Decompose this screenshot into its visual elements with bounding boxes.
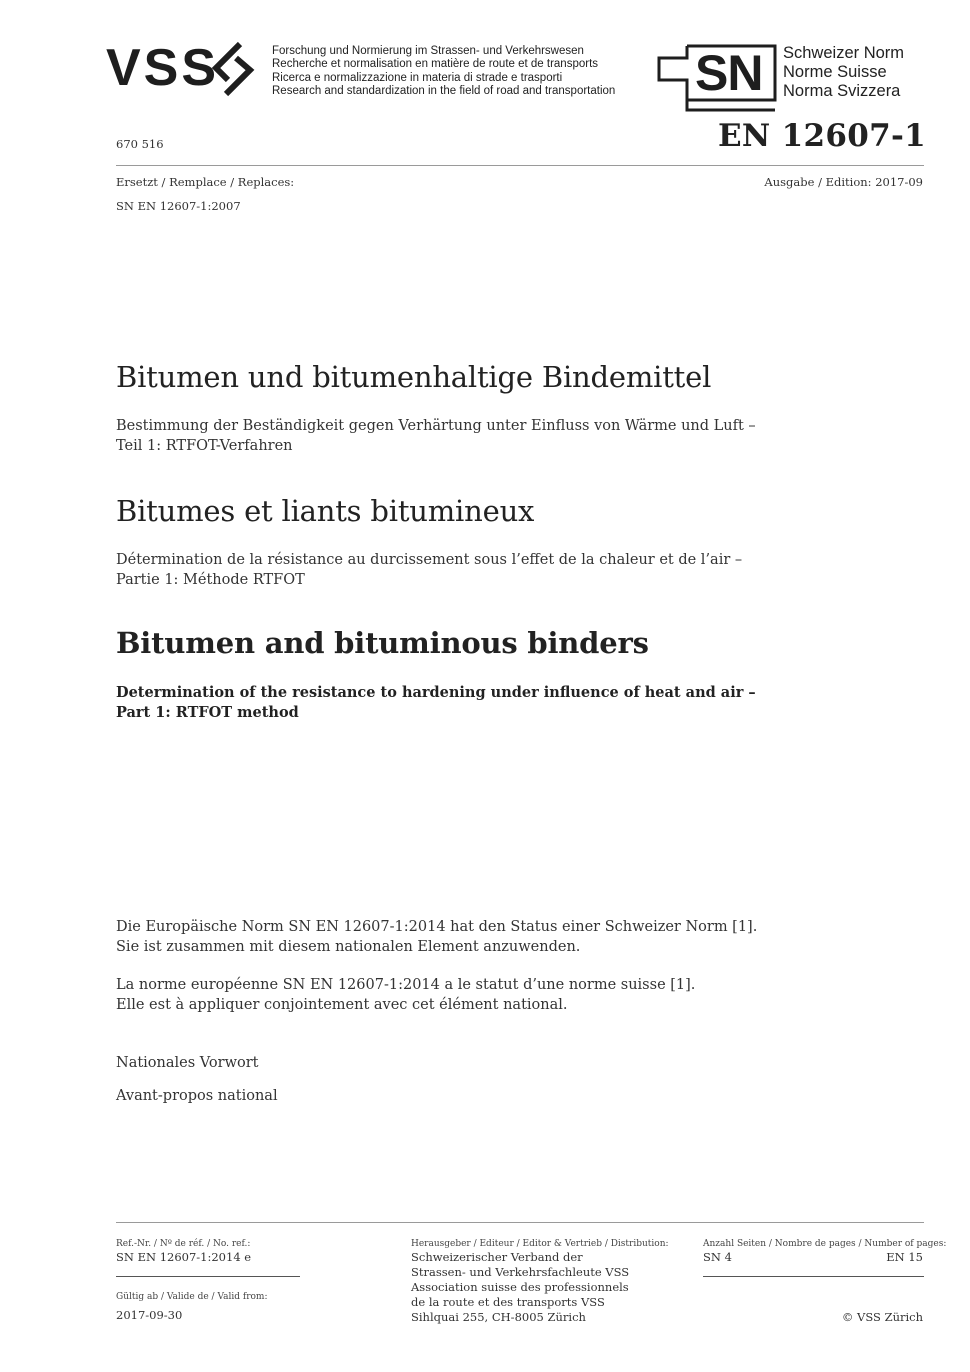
publisher-line3: Association suisse des professionnels [411, 1280, 629, 1294]
publisher-address [411, 1250, 629, 1325]
reference-number: 670 516 [116, 137, 164, 151]
subtitle-fr-line2: Partie 1: Méthode RTFOT [116, 572, 305, 588]
status-fr-line1: La norme européenne SN EN 12607-1:2014 a le statut d’une norme suisse [1]. [116, 977, 696, 993]
ref-underline [116, 1276, 300, 1277]
tagline-en: Research and standardization in the field of road and transportation [272, 85, 616, 98]
publisher-line4: de la route et des transports VSS [411, 1295, 605, 1309]
status-de-line1: Die Europäische Norm SN EN 12607-1:2014 hat den Status einer Schweizer Norm [1]. [116, 919, 758, 935]
ref-label: Ref.-Nr. / Nº de réf. / No. ref.: [116, 1239, 251, 1249]
subtitle-de-line2: Teil 1: RTFOT-Verfahren [116, 438, 293, 454]
publisher-label: Herausgeber / Editeur / Editor & Vertrieb / Distribution: [411, 1239, 669, 1249]
ref-value: SN EN 12607-1:2014 e [116, 1250, 252, 1264]
pages-en: EN 15 [886, 1250, 923, 1264]
sn-label-it: Norma Svizzera [783, 82, 901, 100]
vss-logo [106, 40, 266, 102]
subtitle-de-line1: Bestimmung der Beständigkeit gegen Verhärtung unter Einfluss von Wärme und Luft – [116, 418, 756, 434]
replaces-label: Ersetzt / Remplace / Replaces: [116, 175, 295, 189]
foreword-de: Nationales Vorwort [116, 1055, 259, 1071]
pages-underline [703, 1276, 924, 1277]
vss-chevron-icon [202, 40, 266, 100]
status-paragraph-fr [116, 976, 816, 1015]
subtitle-fr-line1: Détermination de la résistance au durcissement sous l’effet de la chaleur et de l’air – [116, 552, 743, 568]
foreword-fr: Avant-propos national [116, 1088, 278, 1104]
sn-label-fr: Norme Suisse [783, 63, 887, 81]
pages-label: Anzahl Seiten / Nombre de pages / Number of pages: [703, 1239, 947, 1249]
vss-tagline [272, 45, 615, 99]
vss-logo-text: VSS [106, 39, 220, 97]
subtitle-de [116, 416, 756, 456]
standard-number: EN 12607-1 [717, 118, 926, 154]
sn-label [783, 44, 904, 101]
publisher-line5: Sihlquai 255, CH-8005 Zürich [411, 1310, 586, 1324]
title-fr: Bitumes et liants bitumineux [116, 494, 535, 528]
tagline-de: Forschung und Normierung im Strassen- und Verkehrswesen [272, 45, 584, 57]
valid-label: Gültig ab / Valide de / Valid from: [116, 1292, 268, 1302]
subtitle-en-line2: Part 1: RTFOT method [116, 704, 299, 721]
subtitle-en-line1: Determination of the resistance to hardening under influence of heat and air – [116, 684, 756, 701]
tagline-it: Ricerca e normalizzazione in materia di strade e trasporti [272, 71, 563, 84]
replaces-value: SN EN 12607-1:2007 [116, 199, 241, 213]
subtitle-en [116, 683, 756, 723]
title-de: Bitumen und bitumenhaltige Bindemittel [116, 360, 712, 394]
edition-label: Ausgabe / Edition: 2017-09 [764, 175, 923, 189]
header-rule [116, 165, 924, 166]
status-de-line2: Sie ist zusammen mit diesem nationalen Element anzuwenden. [116, 938, 581, 955]
publisher-line2: Strassen- und Verkehrsfachleute VSS [411, 1265, 630, 1279]
title-en: Bitumen and bituminous binders [116, 626, 649, 660]
status-paragraph-de [116, 918, 816, 957]
copyright: © VSS Zürich [841, 1310, 923, 1324]
valid-value: 2017-09-30 [116, 1308, 183, 1322]
subtitle-fr [116, 550, 756, 590]
tagline-fr: Recherche et normalisation en matière de route et de transports [272, 58, 599, 71]
status-fr-line2: Elle est à appliquer conjointement avec cet élément national. [116, 996, 568, 1013]
sn-label-de: Schweizer Norm [783, 44, 905, 62]
sn-logo-text: SN [695, 45, 763, 101]
publisher-line1: Schweizerischer Verband der [411, 1250, 583, 1264]
pages-sn: SN 4 [703, 1250, 732, 1264]
sn-logo [657, 44, 779, 112]
footer-rule [116, 1222, 924, 1223]
